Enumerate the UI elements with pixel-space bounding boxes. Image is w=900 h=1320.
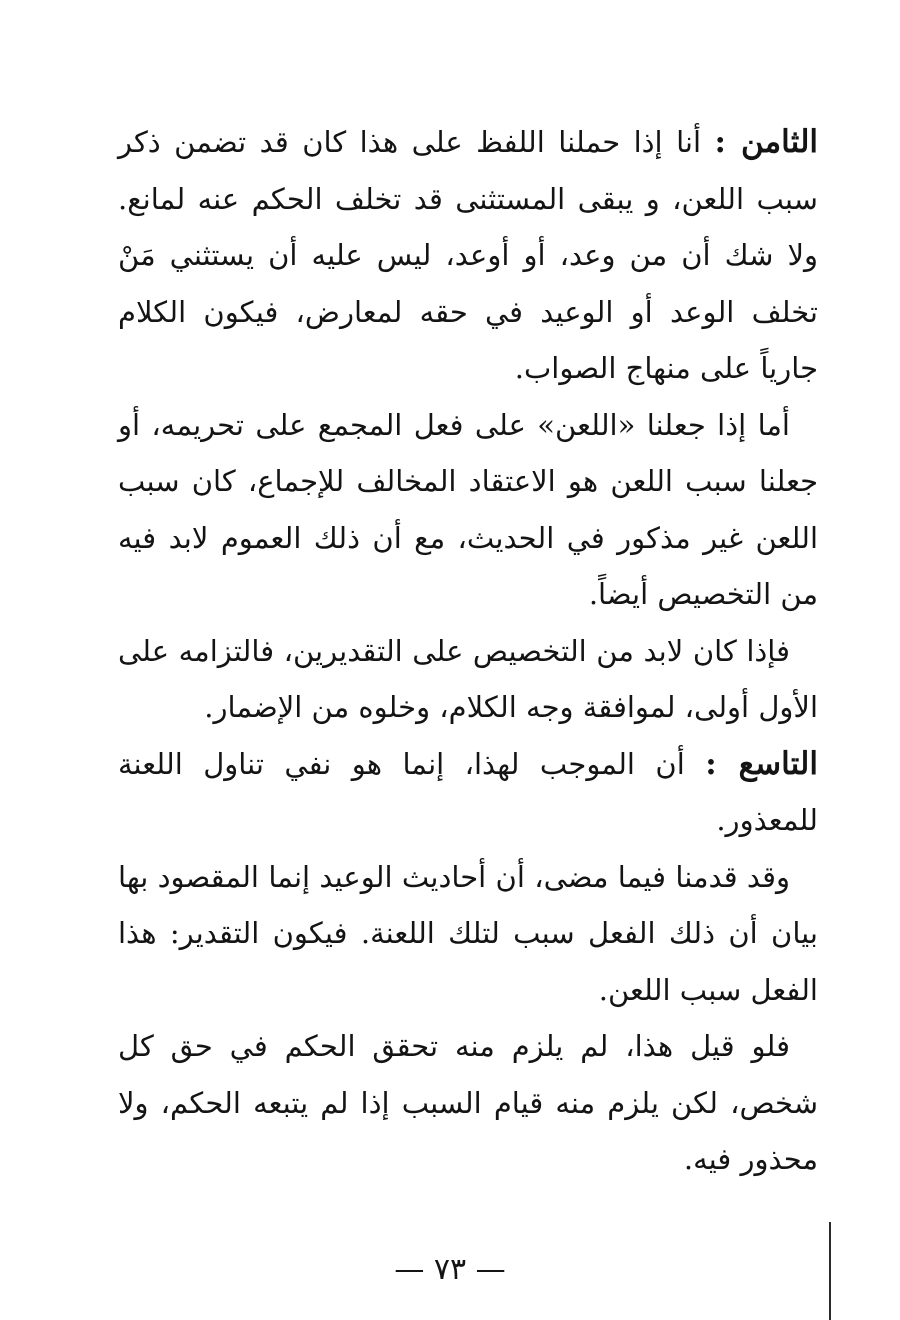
margin-rule (829, 1222, 831, 1320)
paragraph-ninth (118, 736, 818, 849)
paragraph (118, 1018, 818, 1188)
paragraph (118, 397, 818, 623)
paragraph-lead-term: الثامن : (714, 124, 819, 160)
page-number: — ٧٣ — (394, 1252, 506, 1287)
paragraph-lead-term: التاسع : (705, 745, 818, 782)
paragraph (118, 623, 818, 736)
paragraph-text: أما إذا جعلنا «اللعن» على فعل المجمع على تحريمه، أو جعلنا سبب اللعن هو الاعتقاد المخالف للإجماع، كان سبب اللعن غير مذكور في الحديث، مع أن ذلك العموم لابد فيه من التخصيص أيضاً. (118, 407, 818, 611)
paragraph-eighth (118, 114, 818, 397)
paragraph-text: فإذا كان لابد من التخصيص على التقديرين، فالتزامه على الأول أولى، لموافقة وجه الكلام، وخلوه من الإضمار. (118, 633, 818, 724)
paragraph-text: وقد قدمنا فيما مضى، أن أحاديث الوعيد إنما المقصود بها بيان أن ذلك الفعل سبب لتلك اللعنة. فيكون التقدير: هذا الفعل سبب اللعن. (118, 859, 818, 1007)
paragraph-text: فلو قيل هذا، لم يلزم منه تحقق الحكم في حق كل شخص، لكن يلزم منه قيام السبب إذا لم يتبعه الحكم، ولا محذور فيه. (118, 1029, 818, 1176)
paragraph-text: أن الموجب لهذا، إنما هو نفي تناول اللعنة للمعذور. (118, 746, 818, 837)
paragraph-text: أنا إذا حملنا اللفظ على هذا كان قد تضمن ذكر سبب اللعن، و يبقى المستثنى قد تخلف الحكم عنه لمانع. ولا شك أن من وعد، أو أوعد، ليس عليه أن يستثني مَنْ تخلف الوعد أو الوعيد في حقه لمعارض، فيكون الكلام جارياً على منهاج الصواب. (118, 125, 818, 385)
paragraph (118, 849, 818, 1019)
body-text (118, 114, 818, 1188)
